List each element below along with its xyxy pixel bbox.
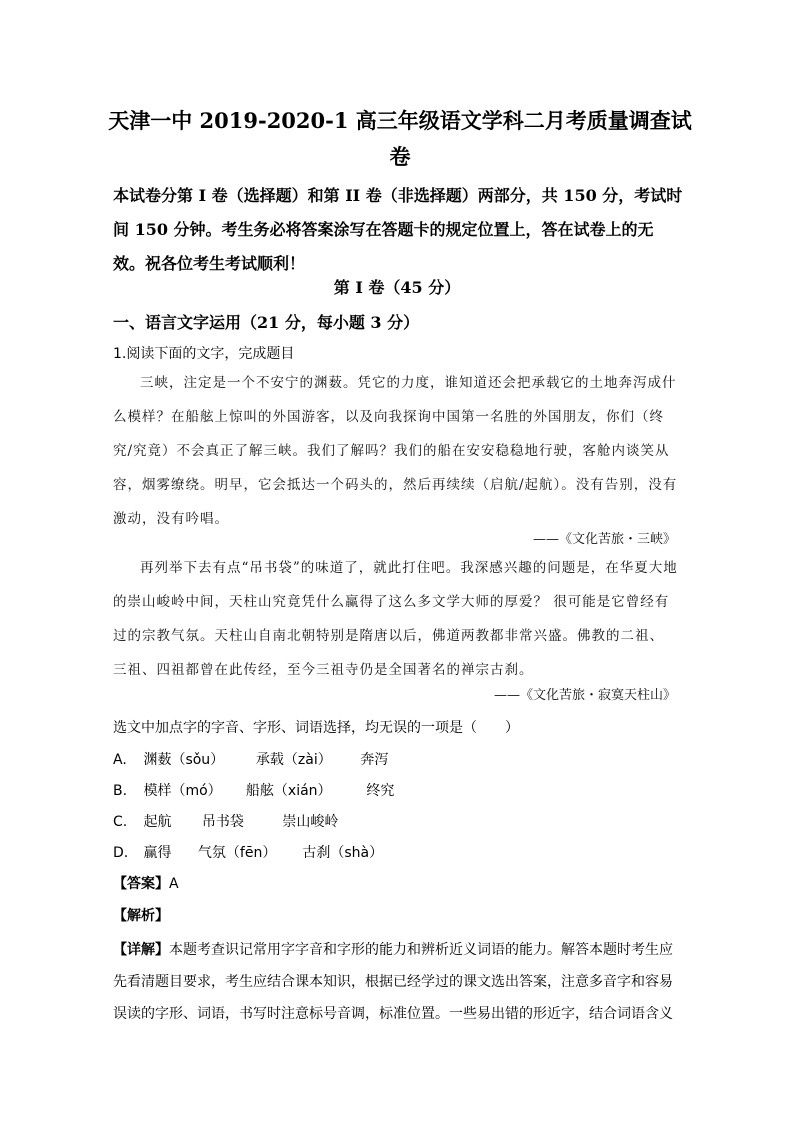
option-item: 终究	[366, 783, 395, 799]
answer-line	[113, 873, 179, 893]
passage-source-1: ——《文化苦旅・三峡》	[532, 532, 676, 547]
detail-explanation	[113, 934, 683, 1030]
passage-three-gorges: 三峡，注定是一个不安宁的渊薮。凭它的力度，谁知道还会把承载它的土地奔泻成什么模样？在船舷上惊叫的外国游客，以及向我探询中国第一名胜的外国朋友，你们（终究/究竟）不会真正了解三峡。我们了解吗？我们的船在安安稳稳地行驶，客舱内谈笑从容，烟雾缭绕。明早，它会抵达一个码头的，然后再续续（启航/起航）。没有告别，没有激动，没有吟唱。	[113, 375, 678, 527]
exam-instructions: 本试卷分第 I 卷（选择题）和第 II 卷（非选择题）两部分，共 150 分，考试时间 150 分钟。考生务必将答案涂写在答题卡的规定位置上，答在试卷上的无效。祝各位考生考试顺利！	[113, 186, 683, 273]
exam-title-line-1: 天津一中 2019-2020-1 高三年级语文学科二月考质量调查试	[108, 108, 692, 133]
option-label: A.	[113, 752, 127, 768]
option-label: D.	[113, 845, 129, 861]
option-b	[113, 780, 394, 800]
option-item: 气氛（fēn）	[197, 845, 277, 861]
detail-text: 本题考查识记常用字字音和字形的能力和辨析近义词语的能力。解答本题时考生应先看清题目要求，考生应结合课本知识，根据已经学过的课文选出答案，注意多音字和容易误读的字形、词语，书写时注意标号音调，标准位置。一些易出错的形近字，结合词语含义	[113, 942, 673, 1022]
answer-value: A	[169, 876, 179, 892]
option-item: 崇山峻岭	[282, 814, 339, 830]
option-item: 承载（zài）	[255, 752, 332, 768]
section-heading: 一、语言文字运用（21 分，每小题 3 分）	[113, 313, 420, 332]
volume-heading: 第 I 卷（45 分）	[333, 278, 461, 297]
passage-source-2: ——《文化苦旅・寂寞天柱山》	[493, 688, 676, 703]
option-d	[113, 842, 383, 862]
option-item: 吊书袋	[201, 814, 244, 830]
answer-tag: 【答案】	[113, 876, 169, 892]
option-item: 船舷（xián）	[245, 783, 332, 799]
option-label: B.	[113, 783, 128, 799]
option-item: 模样（mó）	[143, 783, 222, 799]
option-c	[113, 811, 338, 831]
exam-title-line-2: 卷	[389, 144, 411, 169]
option-item: 起航	[143, 814, 172, 830]
passage-tianzhu-mountain: 再列举下去有点“吊书袋”的味道了，就此打住吧。我深感兴趣的问题是，在华夏大地的崇山峻岭中间，天柱山究竟凭什么赢得了这么多文学大师的厚爱？ 很可能是它曾经有过的宗教气氛。天柱山自南北朝特别是隋唐以后，佛道两教都非常兴盛。佛教的二祖、三祖、四祖都曾在此传经，至今三祖寺仍是全国著名的禅宗古刹。	[113, 560, 678, 678]
option-item: 古刹（shà）	[302, 845, 384, 861]
option-a	[113, 749, 388, 769]
analysis-tag: 【解析】	[113, 908, 169, 924]
detail-tag: 【详解】	[113, 942, 169, 958]
option-item: 奔泻	[360, 752, 389, 768]
option-item: 渊薮（sǒu）	[143, 752, 225, 768]
question-stem: 选文中加点字的字音、字形、词语选择，均无误的一项是（ ）	[113, 720, 519, 736]
option-label: C.	[113, 814, 128, 830]
option-item: 赢得	[143, 845, 172, 861]
question-intro: 1.阅读下面的文字，完成题目	[113, 346, 295, 362]
